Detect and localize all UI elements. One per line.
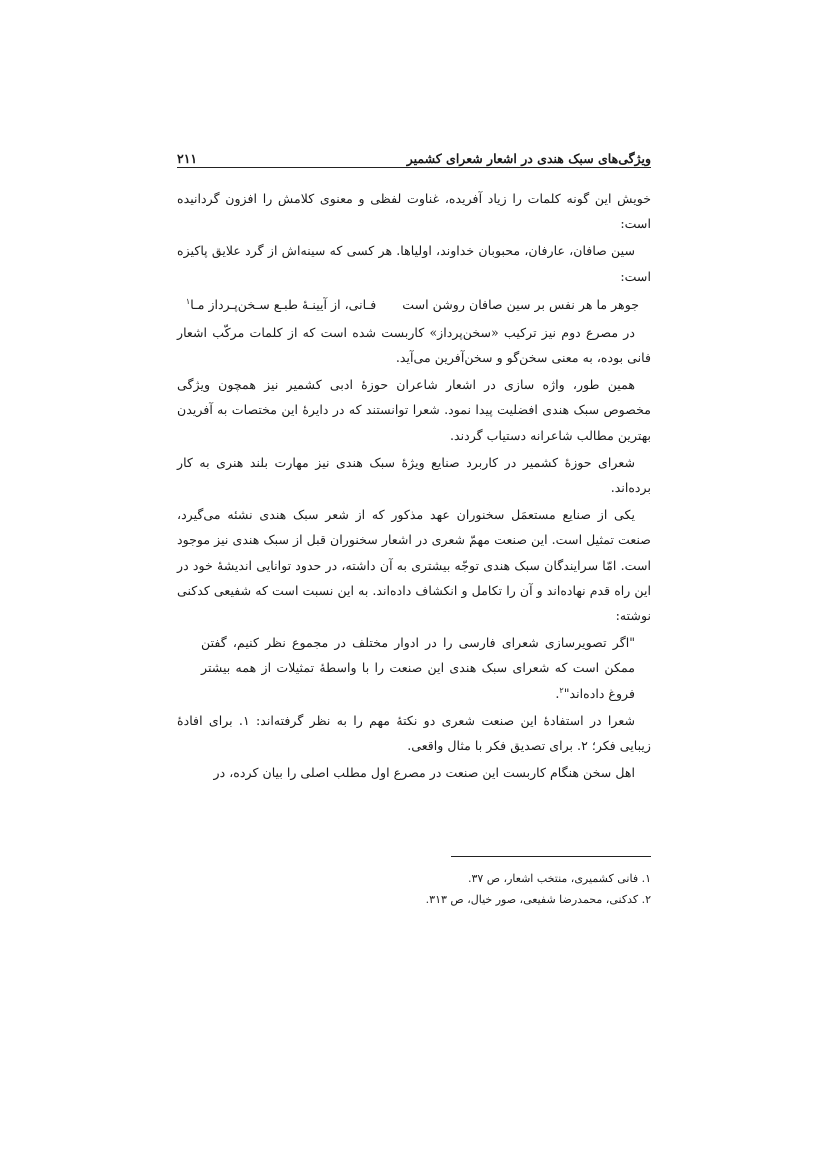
footnote-1: ۱. فانی کشمیری، منتخب اشعار، ص ۳۷. bbox=[467, 872, 651, 885]
block-quote: "اگر تصویرسازی شعرای فارسی را در ادوار مختلف در مجموع نظر کنیم، گفتن ممکن است که شعرای سبک هندی این صنعت را با واسطهٔ تمثیلات از همه بیشتر فروغ داده‌اند"$^۲$. bbox=[201, 635, 635, 701]
paragraph-8: اهل سخن هنگام کاربست این صنعت در مصرع اول مطلب اصلی را بیان کرده، در bbox=[213, 765, 635, 781]
footnote-2: ۲. کدکنی، محمدرضا شفیعی، صور خیال، ص ۳۱۳. bbox=[425, 893, 651, 906]
document-page bbox=[177, 140, 651, 920]
paragraph-5: شعرای حوزهٔ کشمیر در کاربرد صنایع ویژهٔ سبک هندی نیز مهارت بلند هنری به کار برده‌اند. bbox=[177, 454, 651, 496]
footnotes bbox=[177, 868, 651, 910]
paragraph-4: همین طور، واژه سازی در اشعار شاعران حوزهٔ ادبی کشمیر نیز همچون ویژگی مخصوص سبک هندی افضلیت پیدا نمود. شعرا توانستند که در دایرهٔ این مختصات به آفریدن بهترین مطالب شاعرانه دستیاب گردند. bbox=[177, 377, 651, 443]
verse-hemistich-2: فـانی، از آیینـهٔ طبـع سـخن‌پـرداز مـا$^۱$ bbox=[185, 296, 377, 312]
footnote-mark-1: ۱ bbox=[185, 296, 191, 306]
paragraph-7: شعرا در استفادهٔ این صنعت شعری دو نکتهٔ مهم را به نظر گرفته‌اند: ۱. برای افادهٔ زیبایی فکر؛ ۲. برای تصدیق فکر با مثال واقعی. bbox=[177, 712, 651, 754]
paragraph-6: یکی از صنایع مستعمَل سخنوران عهد مذکور که از شعر سبک هندی نشئه می‌گیرد، صنعت تمثیل است. این صنعت مهمّ شعری در اشعار سخنوران قبل از سبک هندی نیز موجود است. امّا سرایندگان سبک هندی توجّه بیشتری به آن داشته، در حدود توانایی اندیشهٔ خود در این راه قدم نهاده‌اند و آن را تکامل و انکشاف داده‌اند. به این نسبت است که شفیعی کدکنی نوشته: bbox=[177, 507, 651, 624]
header-rule bbox=[177, 167, 651, 168]
paragraph-2: سین صافان، عارفان، محبوبان خداوند، اولیاها. هر کسی که سینه‌اش از گرد علایق پاکیزه است: bbox=[177, 243, 651, 284]
footnote-rule bbox=[451, 856, 651, 857]
page-number: ۲۱۱ bbox=[177, 151, 198, 166]
paragraph-3: در مصرع دوم نیز ترکیب «سخن‌پرداز» کاربست شده است که از کلمات مرکّب اشعار فانی بوده، به معنی سخن‌گو و سخن‌آفرین می‌آید. bbox=[177, 324, 651, 366]
verse-line bbox=[177, 291, 651, 318]
paragraph-1: خویش این گونه کلمات را زیاد آفریده، غناوت لفظی و معنوی کلامش را افزون گردانیده است: bbox=[177, 191, 651, 232]
footnote-mark-2: ۲ bbox=[559, 685, 564, 695]
running-title: ویژگی‌های سبک هندی در اشعار شعرای کشمیر bbox=[406, 151, 651, 166]
body-text bbox=[177, 186, 651, 787]
verse-hemistich-1: جوهر ما هر نفس بر سین صافان روشن است bbox=[402, 296, 639, 312]
